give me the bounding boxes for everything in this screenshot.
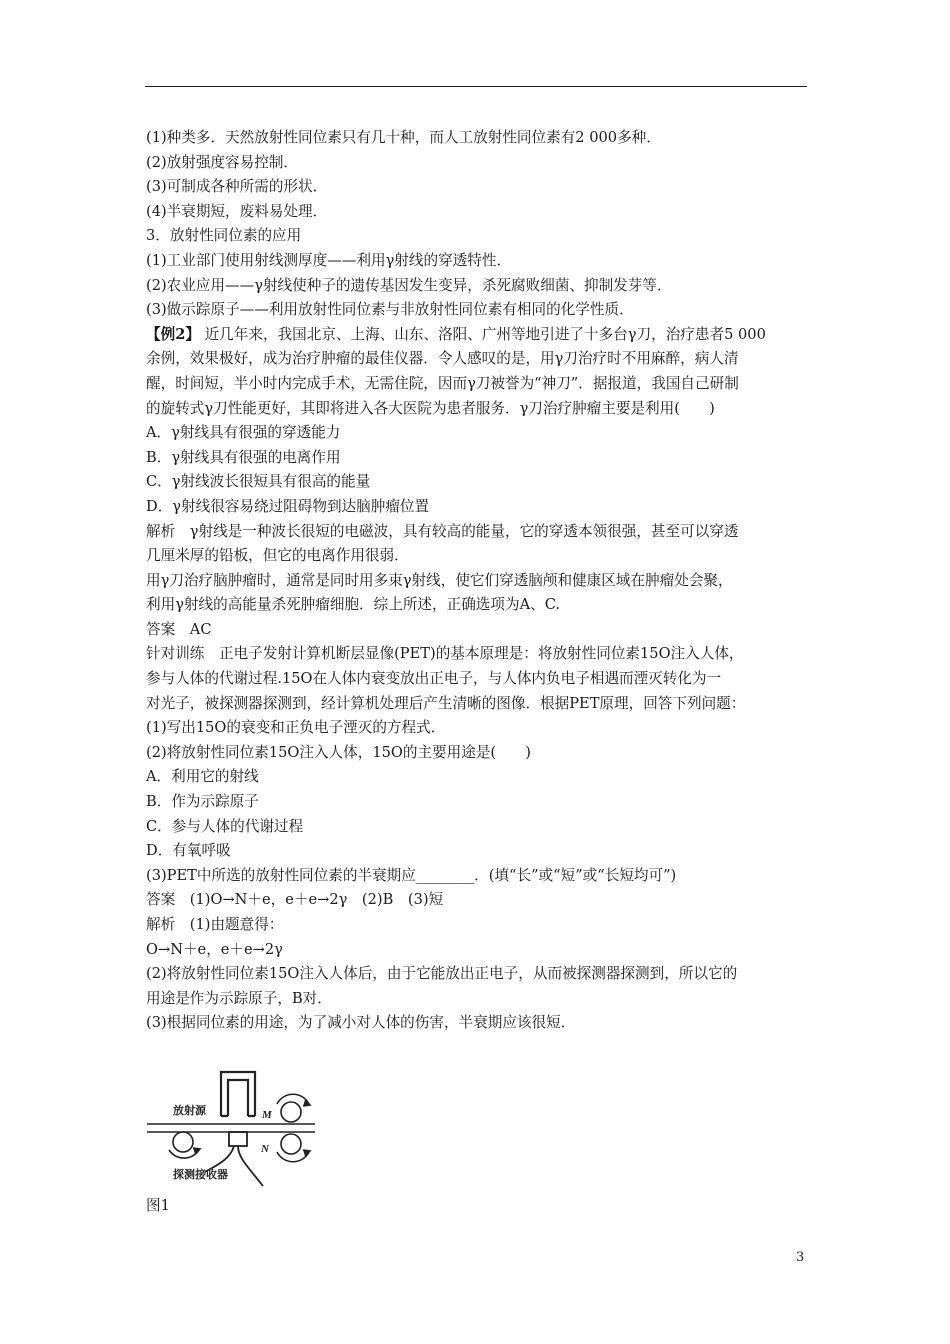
question-line: (1)写出15O的衰变和正负电子湮灭的方程式．: [146, 719, 446, 737]
text-line: (1)工业部门使用射线测厚度——利用γ射线的穿透特性．: [146, 251, 512, 269]
source-label: 放射源: [173, 1104, 206, 1117]
roller-lower-left: [169, 1132, 200, 1158]
text-line: (3)做示踪原子——利用放射性同位素与非放射性同位素有相同的化学性质．: [146, 301, 634, 319]
question-line: (3)PET中所选的放射性同位素的半衰期应________．(填“长”或“短”或“长短均可”): [146, 866, 677, 884]
example-label: 【例2】: [146, 325, 200, 343]
text-line: (2)放射强度容易控制．: [146, 153, 299, 171]
option-b: B．作为示踪原子: [146, 793, 259, 811]
option-c: C．γ射线波长很短具有很高的能量: [146, 473, 371, 491]
option-d: D．有氧呼吸: [146, 842, 231, 860]
option-c: C．参与人体的代谢过程: [146, 817, 304, 835]
example-text: 近几年来，我国北京、上海、山东、洛阳、广州等地引进了十多台γ刀，治疗患者5 000: [204, 325, 766, 343]
training-line: 针对训练 正电子发射计算机断层显像(PET)的基本原理是：将放射性同位素15O注入人体，: [146, 645, 744, 663]
roller-upper: [277, 1094, 310, 1122]
page-number: 3: [796, 1250, 805, 1265]
thickness-gauge-diagram: [145, 1068, 325, 1188]
analysis-line: 解析 γ射线是一种波长很短的电磁波，具有较高的能量，它的穿透本领很强，甚至可以穿透: [146, 522, 739, 540]
document-body: [146, 126, 810, 1036]
option-d: D．γ射线很容易绕过阻碍物到达脑肿瘤位置: [146, 497, 430, 515]
text-line: (3)可制成各种所需的形状．: [146, 178, 328, 196]
header-rule: [145, 86, 807, 87]
text-line: 参与人体的代谢过程.15O在人体内衰变放出正电子，与人体内负电子相遇而湮灭转化为一: [146, 670, 722, 688]
text-line: 几厘米厚的铅板，但它的电离作用很弱．: [146, 547, 409, 565]
text-line: 用途是作为示踪原子，B对．: [146, 989, 332, 1007]
label-n: N: [261, 1143, 269, 1155]
text-line: 利用γ射线的高能量杀死肿瘤细胞．综上所述，正确选项为A、C.: [146, 596, 560, 614]
text-line: 的旋转式γ刀性能更好，其即将进入各大医院为患者服务．γ刀治疗肿瘤主要是利用( ): [146, 399, 715, 417]
sheet-material: [147, 1124, 315, 1132]
option-a: A．利用它的射线: [146, 768, 259, 786]
text-line: (2)农业应用——γ射线使种子的遗传基因发生变异，杀死腐败细菌、抑制发芽等．: [146, 276, 672, 294]
question-line: (2)将放射性同位素15O注入人体，15O的主要用途是( ): [146, 743, 532, 761]
radiation-source: [221, 1072, 255, 1116]
text-line: (1)种类多．天然放射性同位素只有几十种，而人工放射性同位素有2 000多种．: [146, 129, 661, 146]
option-a: A．γ射线具有很强的穿透能力: [146, 424, 341, 442]
section-heading: 3．放射性同位素的应用: [146, 227, 302, 245]
equation-line: O→N＋e，e＋e→2γ: [146, 940, 283, 958]
figure-caption: 图1: [146, 1197, 170, 1214]
text-line: (2)将放射性同位素15O注入人体后，由于它能放出正电子，从而被探测器探测到，所以它的: [146, 965, 738, 983]
option-b: B．γ射线具有很强的电离作用: [146, 448, 341, 466]
label-m: M: [262, 1109, 272, 1121]
roller-lower-right: [277, 1134, 310, 1162]
text-line: (3)根据同位素的用途，为了减小对人体的伤害，半衰期应该很短．: [146, 1014, 576, 1032]
text-line: (4)半衰期短，废料易处理．: [146, 202, 328, 220]
answer-line: 答案 (1)O→N＋e，e＋e→2γ (2)B (3)短: [146, 891, 444, 909]
text-line: 用γ刀治疗脑肿瘤时，通常是同时用多束γ射线，使它们穿透脑颅和健康区域在肿瘤处会聚，: [146, 571, 733, 589]
text-line: 对光子，被探测器探测到，经计算机处理后产生清晰的图像．根据PET原理，回答下列问题：: [146, 694, 746, 712]
analysis-line: 解析 (1)由题意得：: [146, 916, 284, 933]
text-line: 余例，效果极好，成为治疗肿瘤的最佳仪器．令人感叹的是，用γ刀治疗时不用麻醉，病人清: [146, 350, 739, 368]
answer-line: 答案 AC: [146, 620, 212, 638]
detector-label: 探测接收器: [173, 1168, 228, 1181]
example-line: [146, 323, 810, 348]
text-line: 醒，时间短，半小时内完成手术，无需住院，因而γ刀被誉为“神刀”．据报道，我国自己研制: [146, 374, 739, 392]
